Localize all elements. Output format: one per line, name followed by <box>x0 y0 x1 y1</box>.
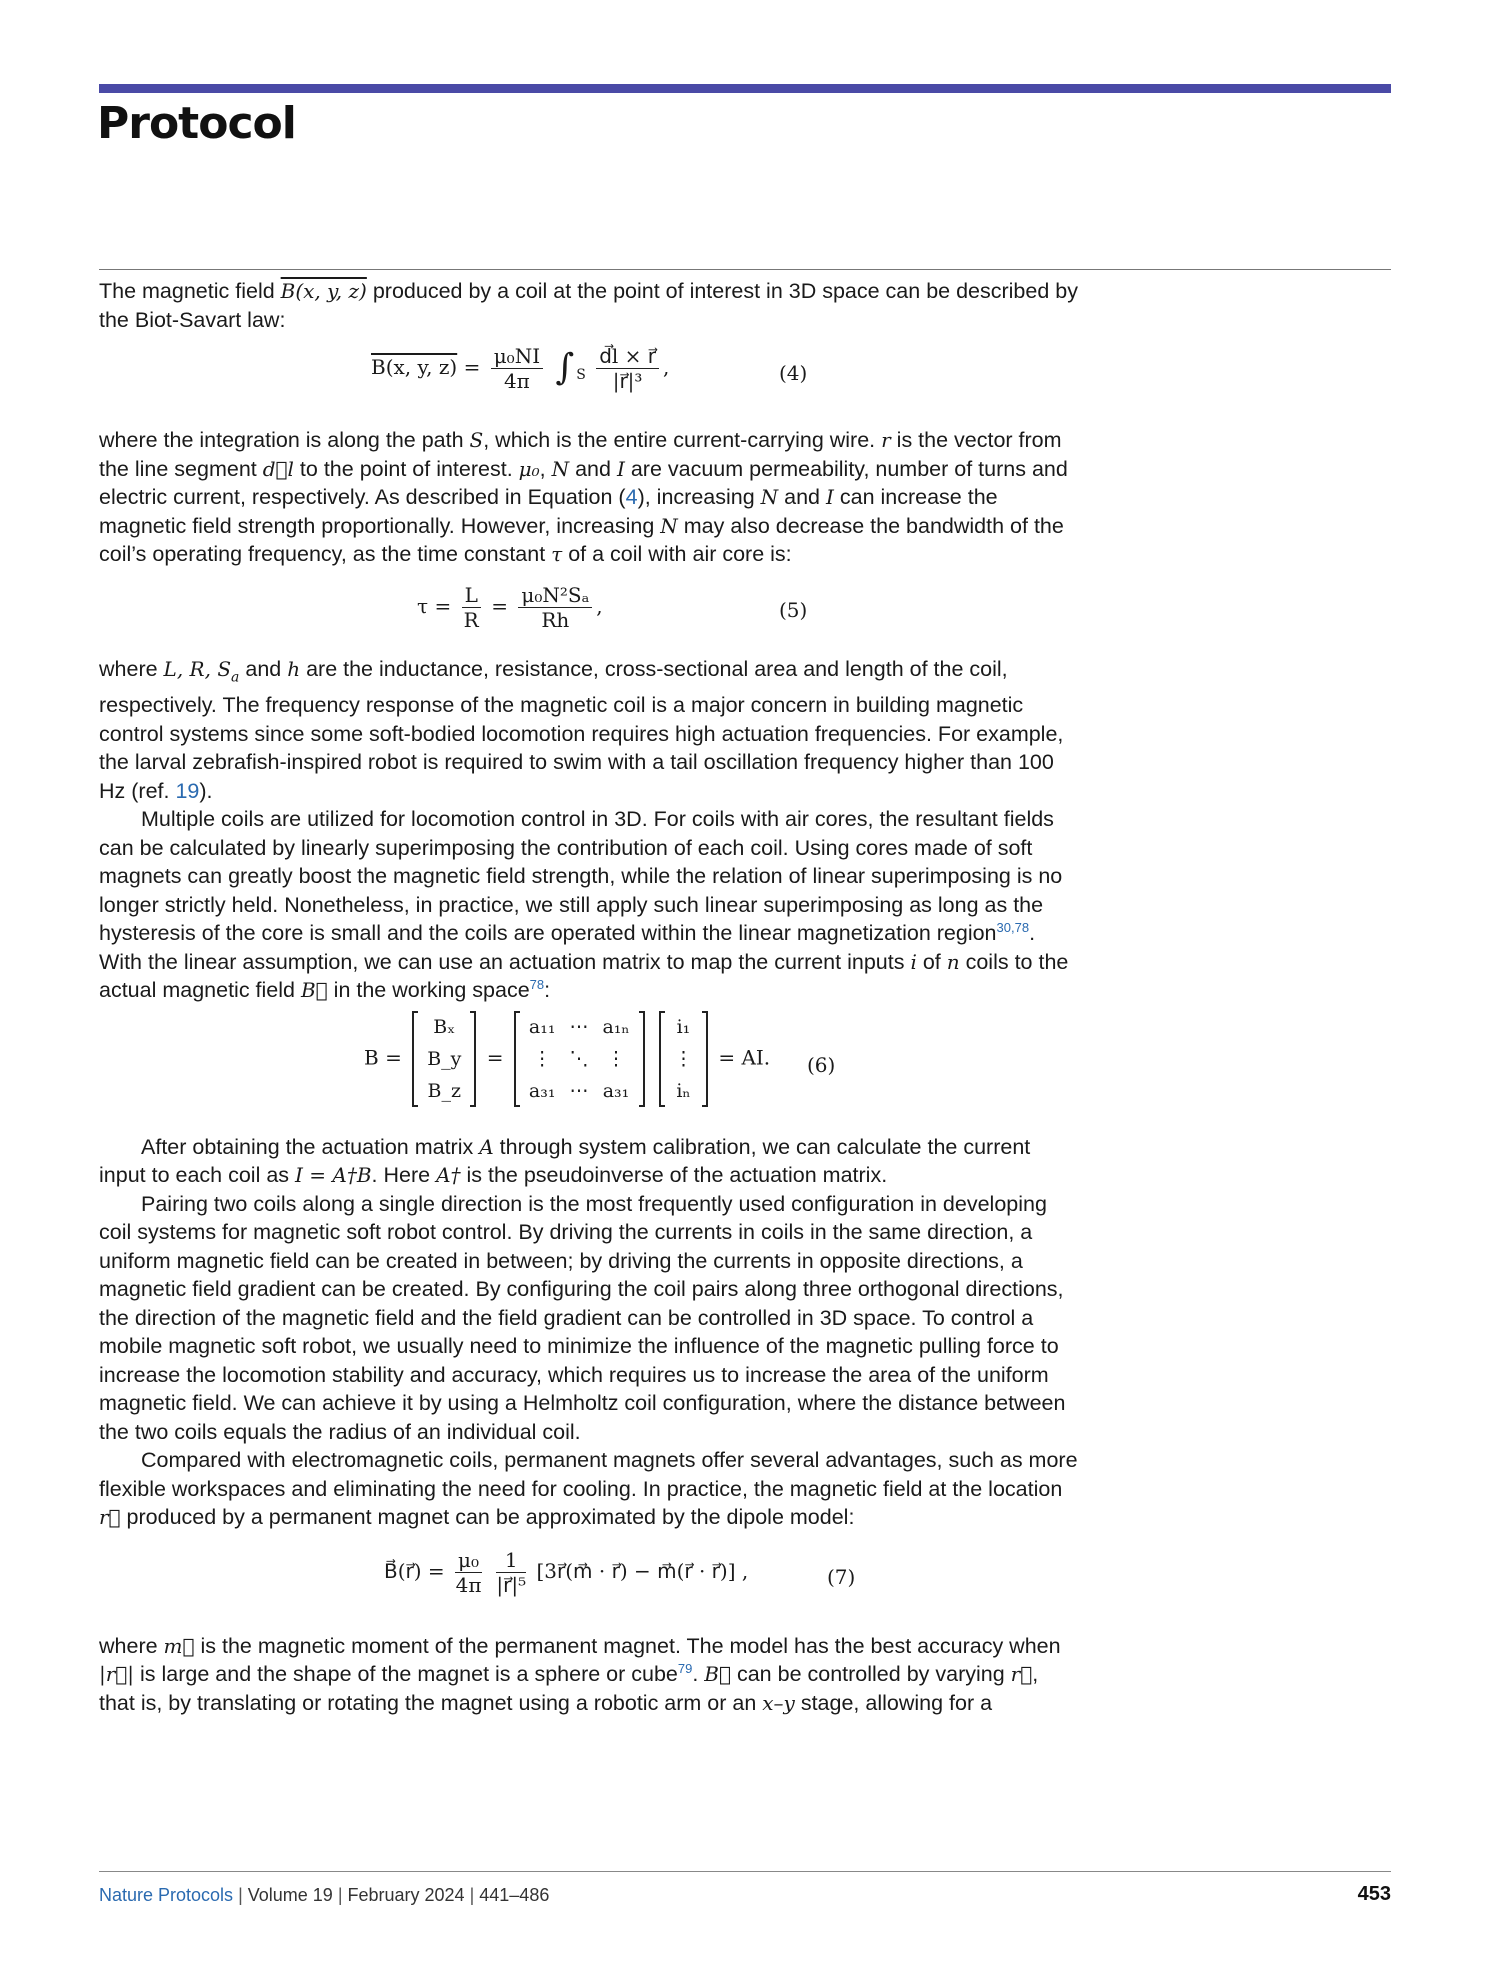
integral-sign: ∫ <box>555 347 575 389</box>
current-vector: i₁ ⋮ iₙ <box>659 1011 708 1107</box>
paragraph-7: Compared with electromagnetic coils, permanent magnets offer several advantages, such as more flexible workspaces and eliminating the need for cooling. In practice, the magnetic field at the location r⃗ produced by a permanent magnet can be approximated by the dipole model: <box>99 1448 1078 1530</box>
article-body <box>99 277 1079 1717</box>
paragraph-1: The magnetic field B(x, y, z) produced by a coil at the point of interest in 3D space can be described by the Biot-Savart law: <box>99 279 1078 332</box>
paragraph-8: where m⃗ is the magnetic moment of the permanent magnet. The model has the best accuracy when |r⃗| is large and the shape of the magnet is a sphere or cube$^{79}$. B⃗ can be controlled by varying r⃗, that is, by translating or rotating the magnet using a robotic arm or an x–y stage, allowing for a <box>99 1633 1061 1715</box>
journal-name[interactable]: Nature Protocols <box>99 1885 234 1905</box>
equation-number: (4) <box>779 361 808 385</box>
equation-number: (7) <box>827 1564 856 1589</box>
paragraph-5: After obtaining the actuation matrix A through system calibration, we can calculate the current input to each coil as I = A†B. Here A† is the pseudoinverse of the actuation matrix. <box>99 1134 1031 1188</box>
field-symbol: B(x, y, z) <box>280 279 367 303</box>
reference-link[interactable]: 19 <box>175 778 200 803</box>
equation-6: B = Bₓ B_y B_z = a₁₁ ⋯ a₁ₙ ⋮ ⋱ ⋮ a₃₁ ⋯ a₃₁ i₁ ⋮ iₙ = AI. (6) <box>99 1005 1079 1133</box>
equation-7: B⃗(r⃗) = $\frac{\text{μ₀}}{4\pi}$ $\frac{1}{\text{|r⃗|⁵}}$ [3r⃗(m⃗ · r⃗) − m⃗(r⃗ · r⃗)] , (7) <box>384 1547 856 1597</box>
reference-link[interactable]: 30,78 <box>996 920 1030 936</box>
equation-link[interactable]: 4 <box>625 485 638 509</box>
page-number: 453 <box>1357 1883 1391 1905</box>
footer-rule <box>99 1871 1391 1872</box>
paragraph-2: where the integration is along the path S, which is the entire current-carrying wire. r is the vector from the line segment d⃗l to the point of interest. μ₀, N and I are vacuum permeability, number of turns and electric current, respectively. As described in Equation (4), increasing N and I can increase the magnetic field strength proportionally. However, increasing N may also decrease the bandwidth of the coil’s operating frequency, as the time constant τ of a coil with air core is: <box>99 428 1068 566</box>
paragraph-3: where L, R, $S_a$ and h are the inductance, resistance, cross-sectional area and length of the coil, respectively. The frequency response of the magnetic coil is a major concern in building magnetic control systems since some soft-bodied locomotion requires high actuation frequencies. For example, the larval zebrafish-inspired robot is required to swim with a tail oscillation frequency higher than 100 Hz (ref. 19). <box>99 656 1064 803</box>
reference-link[interactable]: 79 <box>677 1661 693 1677</box>
equation-number: (5) <box>779 597 808 622</box>
equation-number: (6) <box>807 1052 836 1077</box>
footer-citation: Nature Protocols | Volume 19 | February 2024 | 441–486 <box>99 1885 550 1905</box>
field-vector: Bₓ B_y B_z <box>412 1011 476 1107</box>
equation-5: τ = $\frac{L}{R}$ = $\frac{\text{μ₀N²Sₐ}}{Rh}$ , (5) <box>417 582 808 632</box>
section-title: Protocol <box>97 98 296 149</box>
header-accent-bar <box>99 84 1391 93</box>
actuation-matrix: a₁₁ ⋯ a₁ₙ ⋮ ⋱ ⋮ a₃₁ ⋯ a₃₁ <box>514 1011 645 1107</box>
equation-4: B(x, y, z) = $\frac{\text{μ₀NI}}{4\pi}$ ∫ $_S$ $\frac{d⃗l \times r⃗}{\text{|r⃗|³}}$ , (4) <box>371 344 808 393</box>
paragraph-6: Pairing two coils along a single direction is the most frequently used configuration in developing coil systems for magnetic soft robot control. By driving the currents in coils in the same direction, a uniform magnetic field can be created in between; by driving the currents in opposite directions, a magnetic field gradient can be created. By configuring the coil pairs along three orthogonal directions, the direction of the magnetic field and the field gradient can be controlled in 3D space. To control a mobile magnetic soft robot, we usually need to minimize the influence of the magnetic pulling force to increase the locomotion stability and accuracy, which requires us to increase the area of the uniform magnetic field. We can achieve it by using a Helmholtz coil configuration, where the distance between the two coils equals the radius of an individual coil. <box>99 1191 1066 1444</box>
reference-link[interactable]: 78 <box>529 977 545 993</box>
paragraph-4: Multiple coils are utilized for locomotion control in 3D. For coils with air cores, the resultant fields can be calculated by linearly superimposing the contribution of each coil. Using cores made of soft magnets can greatly boost the magnetic field strength, while the relation of linear superimposing is no longer strictly held. Nonetheless, in practice, we still apply such linear superimposing as long as the hysteresis of the core is small and the coils are operated within the linear magnetization region$^{30,78}$. With the linear assumption, we can use an actuation matrix to map the current inputs i of n coils to the actual magnetic field B⃗ in the working space$^{78}$: <box>99 807 1069 1003</box>
header-rule <box>99 269 1391 270</box>
